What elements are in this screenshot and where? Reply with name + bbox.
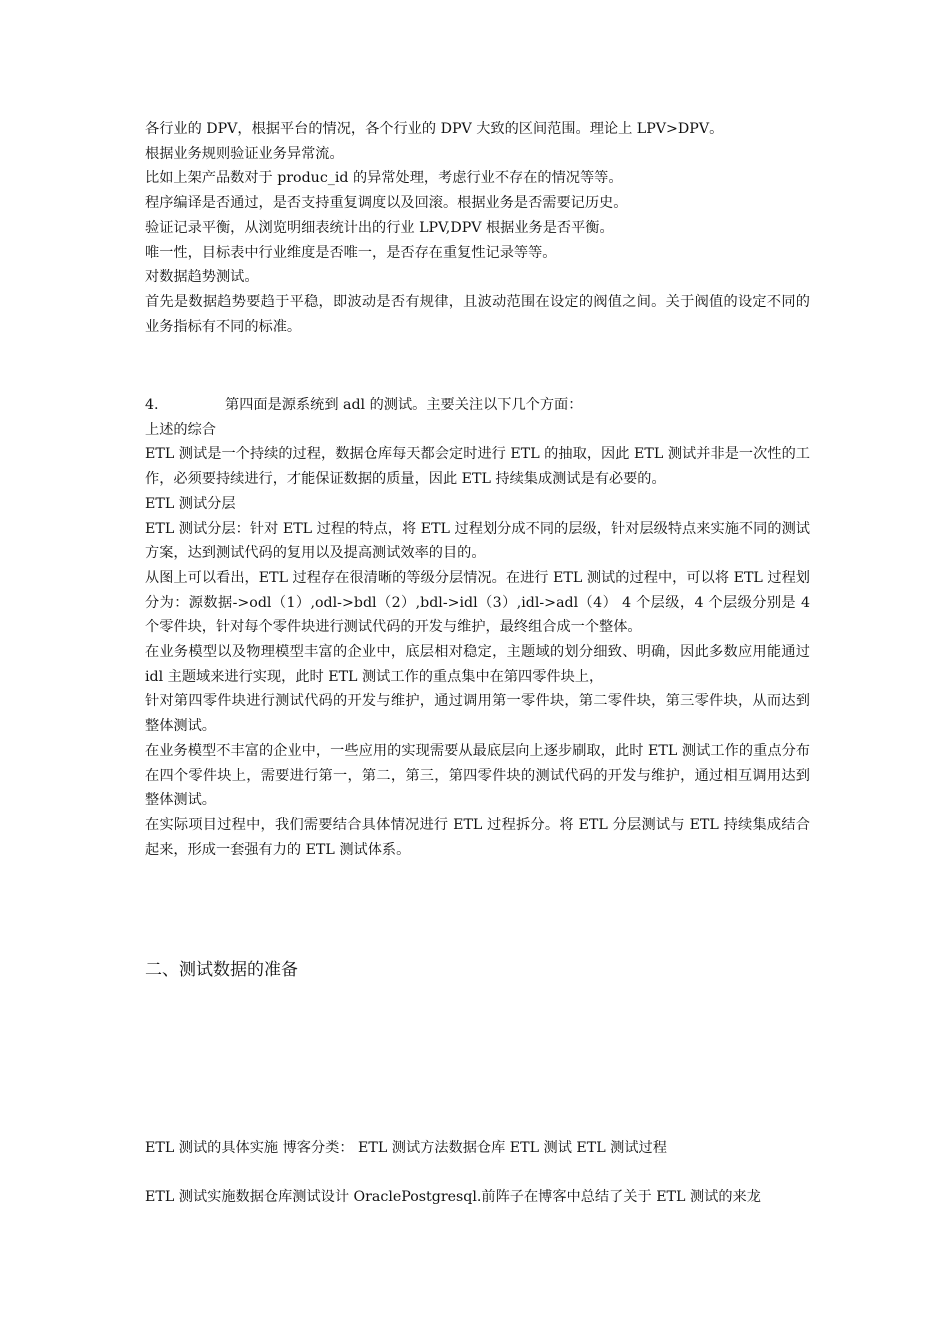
blog-category-line: ETL 测试的具体实施 博客分类： ETL 测试方法数据仓库 ETL 测试 ETL 测试过程 [145,1140,667,1156]
paragraph: 对数据趋势测试。 [145,269,259,286]
paragraph: 程序编译是否通过，是否支持重复调度以及回滚。根据业务是否需要记历史。 [145,195,628,212]
paragraph: 从图上可以看出，ETL 过程存在很清晰的等级分层情况。在进行 ETL 测试的过程中，可以将 ETL 过程划分为：源数据->odl（1）,odl->bdl（2）,bdl->idl（3）,idl->adl（4） 4 个层级，4 个层级分别是 4 个零件块，针对每个零件块进行测试代码的开发与维护，最终组合成一个整体。 [145,569,810,636]
section-heading: 二、测试数据的准备 [145,960,298,980]
item-number: 4. [145,397,159,413]
blog-intro-line: ETL 测试实施数据仓库测试设计 OraclePostgresql.前阵子在博客中总结了关于 ETL 测试的来龙 [145,1189,761,1205]
paragraph: 唯一性，目标表中行业维度是否唯一，是否存在重复性记录等等。 [145,244,557,261]
paragraph: 根据业务规则验证业务异常流。 [145,145,344,162]
paragraph: 在实际项目过程中，我们需要结合具体情况进行 ETL 过程拆分。将 ETL 分层测试与 ETL 持续集成结合起来，形成一套强有力的 ETL 测试体系。 [145,816,810,858]
paragraph: ETL 测试是一个持续的过程，数据仓库每天都会定时进行 ETL 的抽取，因此 ETL 测试并非是一次性的工作，必须要持续进行，才能保证数据的质量，因此 ETL 持续集成测试是有必要的。 [145,446,810,488]
text-block-upper [145,117,810,339]
paragraph: ETL 测试分层：针对 ETL 过程的特点，将 ETL 过程划分成不同的层级，针对层级特点来实施不同的测试方案，达到测试代码的复用以及提高测试效率的目的。 [145,520,810,562]
numbered-item [145,393,810,418]
paragraph: 上述的综合 [145,421,216,438]
paragraph: 验证记录平衡，从浏览明细表统计出的行业 LPV,DPV 根据业务是否平衡。 [145,219,614,236]
subheading: ETL 测试分层 [145,495,236,512]
paragraph: 在业务模型不丰富的企业中，一些应用的实现需要从最底层向上逐步刷取，此时 ETL 测试工作的重点分布在四个零件块上，需要进行第一，第二，第三，第四零件块的测试代码的开发与维护，通过相互调用达到整体测试。 [145,742,810,809]
text-block-lower [145,393,810,862]
paragraph: 各行业的 DPV，根据平台的情况，各个行业的 DPV 大致的区间范围。理论上 LPV>DPV。 [145,121,724,137]
paragraph: 比如上架产品数对于 produc_id 的异常处理，考虑行业不存在的情况等等。 [145,170,623,187]
paragraph: 首先是数据趋势要趋于平稳，即波动是否有规律，且波动范围在设定的阀值之间。关于阀值的设定不同的业务指标有不同的标准。 [145,293,810,335]
item-text: 第四面是源系统到 adl 的测试。主要关注以下几个方面： [225,397,583,413]
paragraph: 在业务模型以及物理模型丰富的企业中，底层相对稳定，主题域的划分细致、明确，因此多数应用能通过 idl 主题域来进行实现，此时 ETL 测试工作的重点集中在第四零件块上， [145,644,810,685]
paragraph: 针对第四零件块进行测试代码的开发与维护，通过调用第一零件块，第二零件块，第三零件块，从而达到整体测试。 [145,693,810,735]
